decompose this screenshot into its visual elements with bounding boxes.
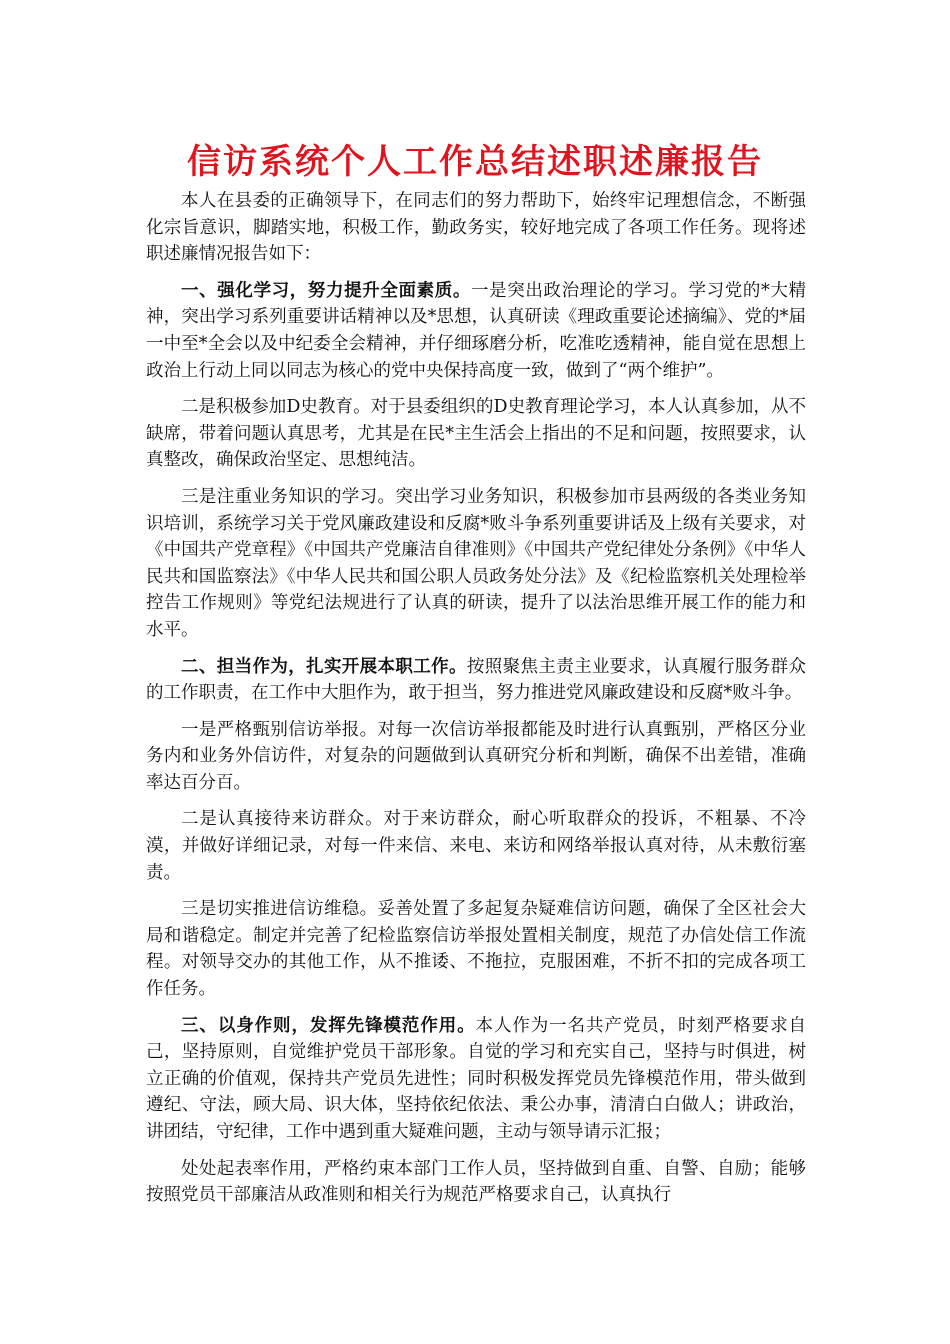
paragraph-text: 按照聚焦主责主业要求，认真履行服务群众的工作职责，在工作中大胆作为，敢于担当，努力推进党风廉政建设和反腐*败斗争。	[146, 656, 807, 704]
paragraph	[146, 1156, 806, 1209]
paragraph	[146, 806, 806, 886]
paragraph-text: 本人在县委的正确领导下，在同志们的努力帮助下，始终牢记理想信念，不断强化宗旨意识，脚踏实地，积极工作，勤政务实，较好地完成了各项工作任务。现将述职述廉情况报告如下：	[146, 191, 806, 265]
paragraph-section-3	[146, 1013, 806, 1146]
paragraph	[146, 717, 806, 797]
paragraph-section-2	[146, 654, 806, 707]
paragraph	[146, 394, 806, 474]
document-body	[146, 188, 806, 1219]
paragraph-text: 二是认真接待来访群众。对于来访群众，耐心听取群众的投诉，不粗暴、不冷漠，并做好详细记录，对每一件来信、来电、来访和网络举报认真对待，从未敷衍塞责。	[146, 809, 806, 883]
document-title: 信访系统个人工作总结述职述廉报告	[187, 142, 763, 182]
paragraph-intro	[146, 188, 806, 268]
paragraph-text: 三是注重业务知识的学习。突出学习业务知识，积极参加市县两级的各类业务知识培训，系统学习关于党风廉政建设和反腐*败斗争系列重要讲话及上级有关要求，对《中国共产党章程》《中国共产党廉洁自律准则》《中国共产党纪律处分条例》《中华人民共和国监察法》《中华人民共和国公职人员政务处分法》及《纪检监察机关处理检举控告工作规则》等党纪法规进行了认真的研读，提升了以法治思维开展工作的能力和水平。	[146, 486, 806, 640]
paragraph-text: 二是积极参加D史教育。对于县委组织的D史教育理论学习，本人认真参加，从不缺席，带着问题认真思考，尤其是在民*主生活会上指出的不足和问题，按照要求，认真整改，确保政治坚定、思想纯洁。	[146, 397, 806, 471]
paragraph-text: 三是切实推进信访维稳。妥善处置了多起复杂疑难信访问题，确保了全区社会大局和谐稳定。制定并完善了纪检监察信访举报处置相关制度，规范了办信处信工作流程。对领导交办的其他工作，从不推诿、不拖拉，克服困难，不折不扣的完成各项工作任务。	[146, 899, 806, 1000]
section-heading: 三、以身作则，发挥先锋模范作用。	[181, 1015, 476, 1036]
section-heading: 一、强化学习，努力提升全面素质。	[181, 280, 471, 301]
section-heading: 二、担当作为，扎实开展本职工作。	[181, 656, 467, 677]
paragraph-text: 本人作为一名共产党员，时刻严格要求自己，坚持原则，自觉维护党员干部形象。自觉的学习和充实自己，坚持与时俱进，树立正确的价值观，保持共产党员先进性；同时积极发挥党员先锋模范作用，带头做到遵纪、守法，顾大局、识大体，坚持依纪依法、秉公办事，清清白白做人；讲政治，讲团结，守纪律，工作中遇到重大疑难问题，主动与领导请示汇报；	[146, 1015, 807, 1142]
paragraph-text: 一是严格甄别信访举报。对每一次信访举报都能及时进行认真甄别，严格区分业务内和业务外信访件，对复杂的问题做到认真研究分析和判断，确保不出差错，准确率达百分百。	[146, 719, 806, 793]
paragraph-text: 一是突出政治理论的学习。学习党的*大精神，突出学习系列重要讲话精神以及*思想，认真研读《理政重要论述摘编》、党的*届一中至*全会以及中纪委全会精神，并仔细琢磨分析，吃准吃透精神，能自觉在思想上政治上行动上同以同志为核心的党中央保持高度一致，做到了“两个维护”。	[146, 280, 806, 381]
paragraph	[146, 896, 806, 1002]
paragraph-section-1	[146, 278, 806, 384]
paragraph-text: 处处起表率作用，严格约束本部门工作人员，坚持做到自重、自警、自励；能够按照党员干部廉洁从政准则和相关行为规范严格要求自己，认真执行	[146, 1158, 806, 1206]
paragraph	[146, 484, 806, 644]
